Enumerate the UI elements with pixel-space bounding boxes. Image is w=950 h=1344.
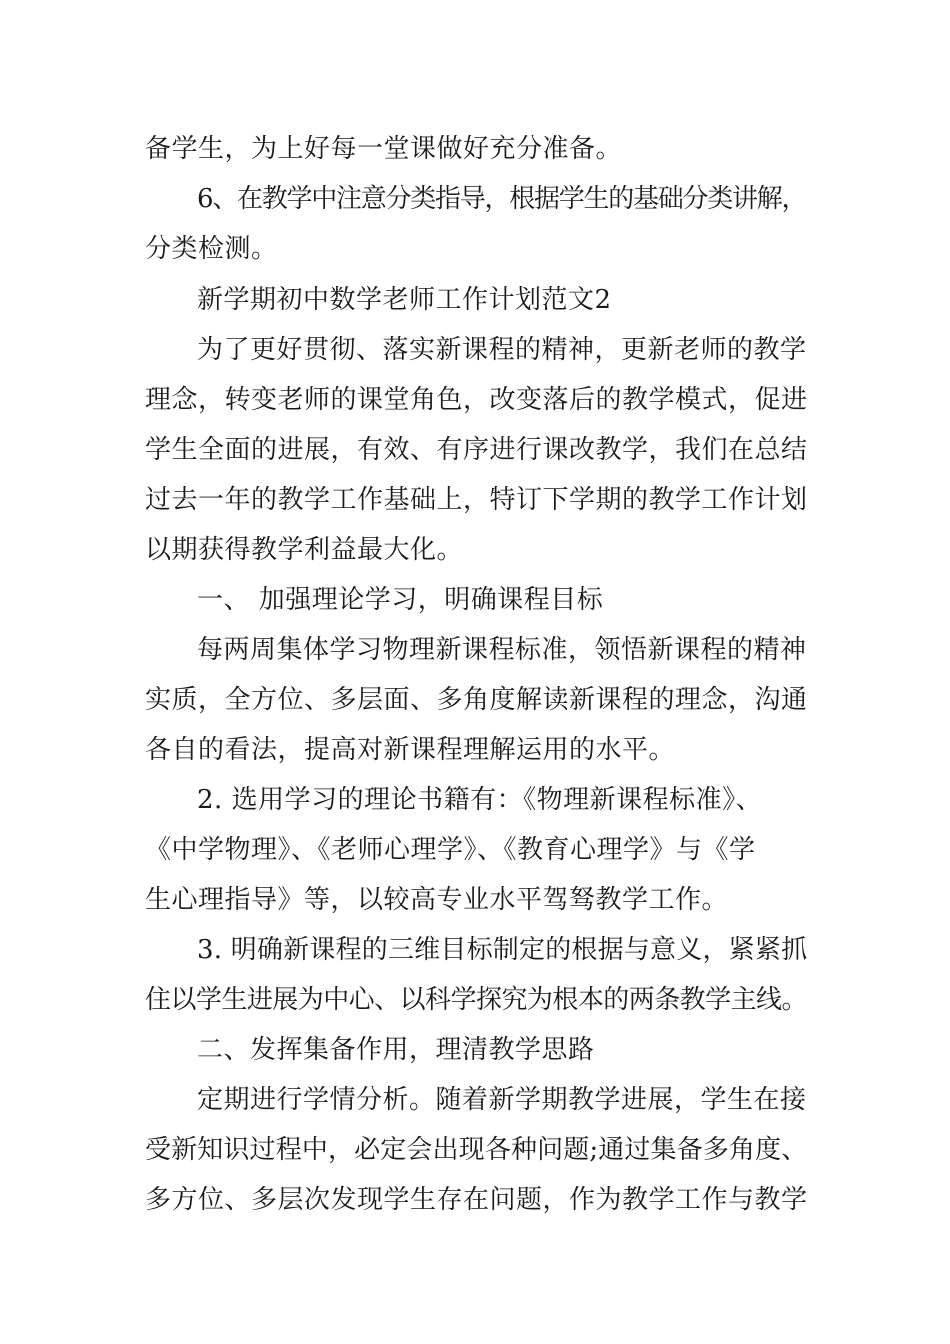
section-heading: 二、发挥集备作用，理清教学思路 xyxy=(197,1035,595,1065)
text-line: 生心理指导》等，以较高专业水平驾驽教学工作。 xyxy=(145,885,729,915)
text-line: 住以学生进展为中心、以科学探究为根本的两条教学主线。 xyxy=(145,985,807,1015)
text-line: 6、在教学中注意分类指导，根据学生的基础分类讲解， xyxy=(197,184,807,214)
text-line: 受新知识过程中，必定会出现各种问题;通过集备多角度、 xyxy=(145,1135,808,1165)
text-line: 《中学物理》、《老师心理学》、《教育心理学》与《学 xyxy=(145,835,756,865)
text-line: 为了更好贯彻、落实新课程的精神，更新老师的教学 xyxy=(197,335,807,365)
text-line: 各自的看法，提高对新课程理解运用的水平。 xyxy=(145,735,676,765)
text-line: 学生全面的进展，有效、有序进行课改教学，我们在总结 xyxy=(145,435,808,465)
text-line: 每两周集体学习物理新课程标准，领悟新课程的精神 xyxy=(197,635,807,665)
text-line: 过去一年的教学工作基础上，特订下学期的教学工作计划 xyxy=(145,485,808,515)
section-title: 新学期初中数学老师工作计划范文2 xyxy=(197,285,612,315)
text-line: 实质，全方位、多层面、多角度解读新课程的理念，沟通 xyxy=(145,685,808,715)
text-line: 3. 明确新课程的三维目标制定的根据与意义，紧紧抓 xyxy=(197,935,808,965)
text-line: 以期获得教学利益最大化。 xyxy=(145,535,464,565)
text-line: 2. 选用学习的理论书籍有：《物理新课程标准》、 xyxy=(197,785,763,815)
text-line: 定期进行学情分析。随着新学期教学进展，学生在接 xyxy=(197,1085,807,1115)
text-line: 备学生，为上好每一堂课做好充分准备。 xyxy=(145,134,623,164)
text-line: 分类检测。 xyxy=(145,234,278,264)
text-line: 理念，转变老师的课堂角色，改变落后的教学模式，促进 xyxy=(145,385,808,415)
section-heading: 一、 加强理论学习，明确课程目标 xyxy=(197,585,604,615)
text-line: 多方位、多层次发现学生存在问题，作为教学工作与教学 xyxy=(145,1185,808,1215)
